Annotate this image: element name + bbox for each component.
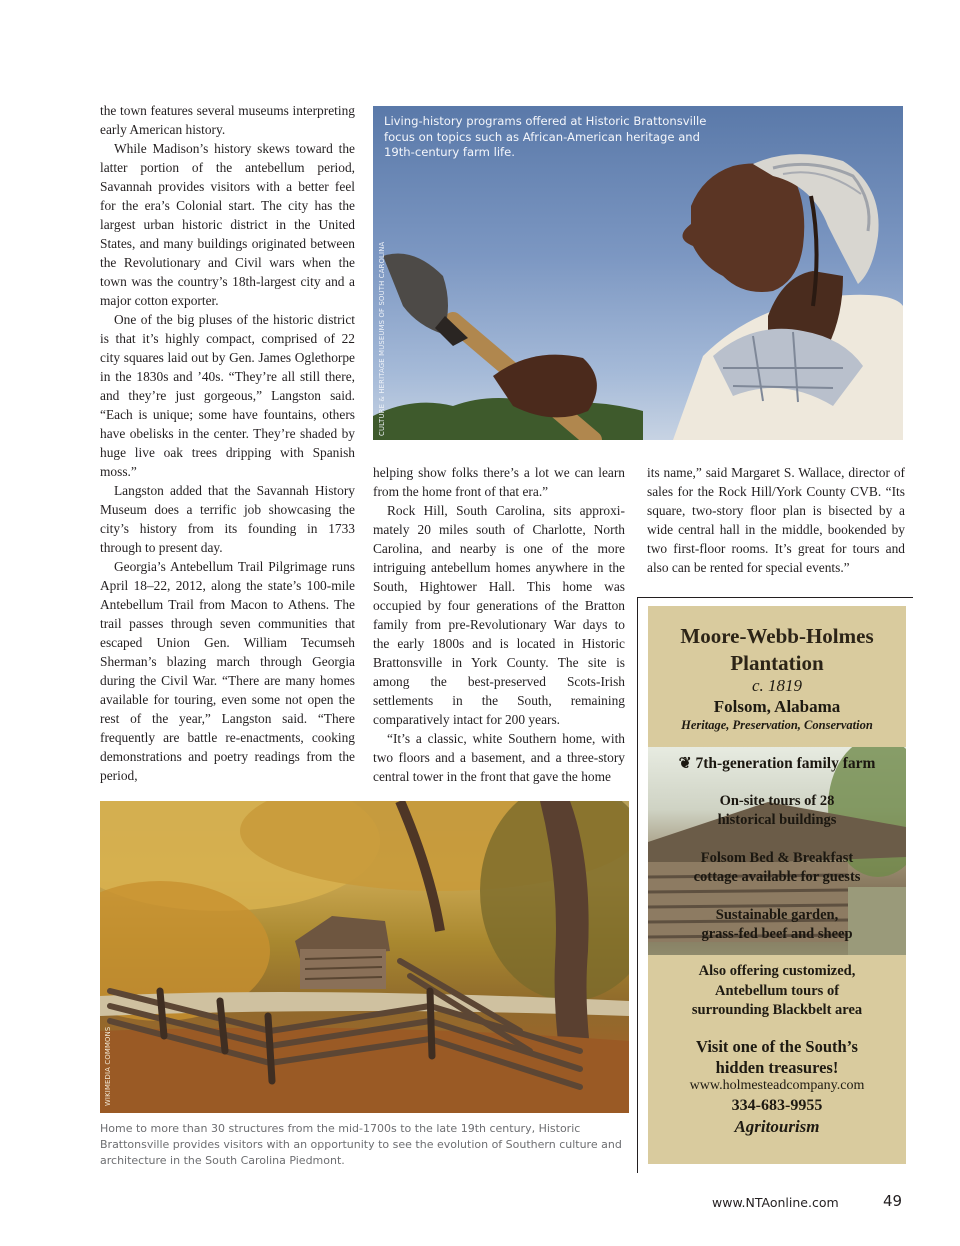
article-column-3 — [647, 463, 905, 577]
living-history-photo — [373, 106, 903, 440]
leaf-icon: ❦ — [678, 755, 696, 772]
article-column-1 — [100, 101, 355, 785]
ad-feature — [648, 906, 906, 944]
ad-cabin-photo — [648, 747, 906, 955]
paragraph: One of the big pluses of the historic district is that it’s highly compact, comprised of 22 city squares laid out by Gen. James Oglethorpe in the 1830s and ’40s. “They’re all still there, and they’re just gorgeous,” Langston said. “Each is unique; some have fountains, others have obelisks in the center. They’re shaded by huge live oak trees dripping with Spanish moss.” — [100, 312, 355, 479]
ad-farm-line — [648, 754, 906, 773]
photo-caption: Home to more than 30 structures from the mid-1700s to the late 19th century, Historic Brattonsville provides visitors with an opportunity to see the evolution of Southern culture and architecture in the South Carolina Piedmont. — [100, 1122, 622, 1167]
brattonsville-photo — [100, 801, 629, 1113]
paragraph: While Madison’s history skews toward the latter portion of the antebellum period, Savannah provides visitors with a better feel for the era’s Colonial start. The city has the largest urban historic district in the United States, and many buildings originated between the Revolutionary and Civil wars when the town was the country’s 18th-largest city and a major cotton exporter. — [100, 141, 355, 308]
paragraph: helping show folks there’s a lot we can learn from the home front of that era.” — [373, 465, 625, 499]
ad-year: c. 1819 — [751, 676, 803, 695]
ad-feature-line: grass-fed beef and sheep — [701, 926, 853, 942]
ad-also-line: Also offering customized, — [698, 963, 856, 979]
plantation-advertisement — [648, 606, 906, 1164]
ad-feature — [648, 849, 906, 887]
ad-also-offering — [648, 962, 906, 1021]
ad-feature-line: On-site tours of 28 — [719, 793, 835, 809]
ad-farm-text: 7th-generation family farm — [695, 755, 876, 772]
ad-feature — [648, 792, 906, 830]
ad-feature-line: Sustainable garden, — [715, 907, 839, 923]
ad-title-line: Plantation — [730, 651, 824, 675]
ad-feature-line: Folsom Bed & Breakfast — [700, 850, 854, 866]
paragraph: the town features several museums interpreting early American history. — [100, 103, 355, 137]
ad-motto: Heritage, Preservation, Conservation — [681, 718, 873, 732]
footer-url: www.NTAonline.com — [712, 1195, 839, 1210]
ad-website-link[interactable]: www.holmesteadcompany.com — [689, 1078, 865, 1093]
paragraph: “It’s a classic, white Southern home, with two floors and a basement, and a three-story central tower in the front that gave the home — [373, 731, 625, 784]
ad-feature-line: historical buildings — [717, 812, 837, 828]
ad-title-line: Moore-Webb-Holmes — [680, 624, 874, 648]
ad-feature-line: cottage available for guests — [693, 869, 861, 885]
photo-credit: CULTURE & HERITAGE MUSEUMS OF SOUTH CAROLINA — [378, 241, 386, 436]
ad-tagline: Agritourism — [734, 1117, 820, 1136]
ad-visit-line: hidden treasures! — [715, 1058, 839, 1077]
paragraph: Langston added that the Savannah History Museum does a terrific job showcasing the city’s history from its founding in 1733 through to present day. — [100, 483, 355, 555]
ad-also-line: surrounding Blackbelt area — [691, 1002, 863, 1018]
paragraph: its name,” said Margaret S. Wallace, director of sales for the Rock Hill/York County CVB. “Its square, two-story floor plan is bisected by a wide central hall in the middle, bookended by two first-floor rooms. It’s great for tours and also can be rented for special events.” — [647, 465, 905, 575]
photo-caption: Living-history programs offered at Historic Brattonsville focus on topics such as African-American heritage and 19th-century farm life. — [384, 114, 707, 159]
page-number: 49 — [883, 1192, 903, 1210]
ad-location: Folsom, Alabama — [713, 697, 841, 716]
ad-title — [648, 623, 906, 677]
ad-phone: 334-683-9955 — [731, 1097, 823, 1114]
ad-visit — [648, 1036, 906, 1078]
article-column-2 — [373, 463, 625, 786]
ad-also-line: Antebellum tours of — [714, 982, 840, 999]
photo-credit: WIKIMEDIA COMMONS — [104, 1026, 112, 1106]
ad-visit-line: Visit one of the South’s — [696, 1037, 858, 1056]
paragraph: Georgia’s Antebellum Trail Pilgrimage runs April 18–22, 2012, along the state’s 100-mile Antebellum Trail from Macon to Athens. The trail passes through seven communities that escaped Union Gen. William Tecumseh Sherman’s blazing march through Georgia during the Civil War. “There are many homes available for touring, even some not open the rest of the year,” Langston said. “There frequently are battle re-enactments, cooking demonstrations and poetry readings from the period, — [100, 559, 355, 783]
brattonsville-illustration — [100, 801, 629, 1113]
paragraph: Rock Hill, South Carolina, sits approximately 20 miles south of Charlotte, North Carolina, and nearby is one of the more intriguing antebellum homes anywhere in the South, Hightower Hall. This home was occupied by four generations of the Bratton family from pre-Revolutionary War days to the early 1800s and is located in Historic Brattonsville in York County. The site is among the best-preserved Scots-Irish settlements in the South, remaining comparatively intact for 200 years. — [373, 503, 625, 727]
